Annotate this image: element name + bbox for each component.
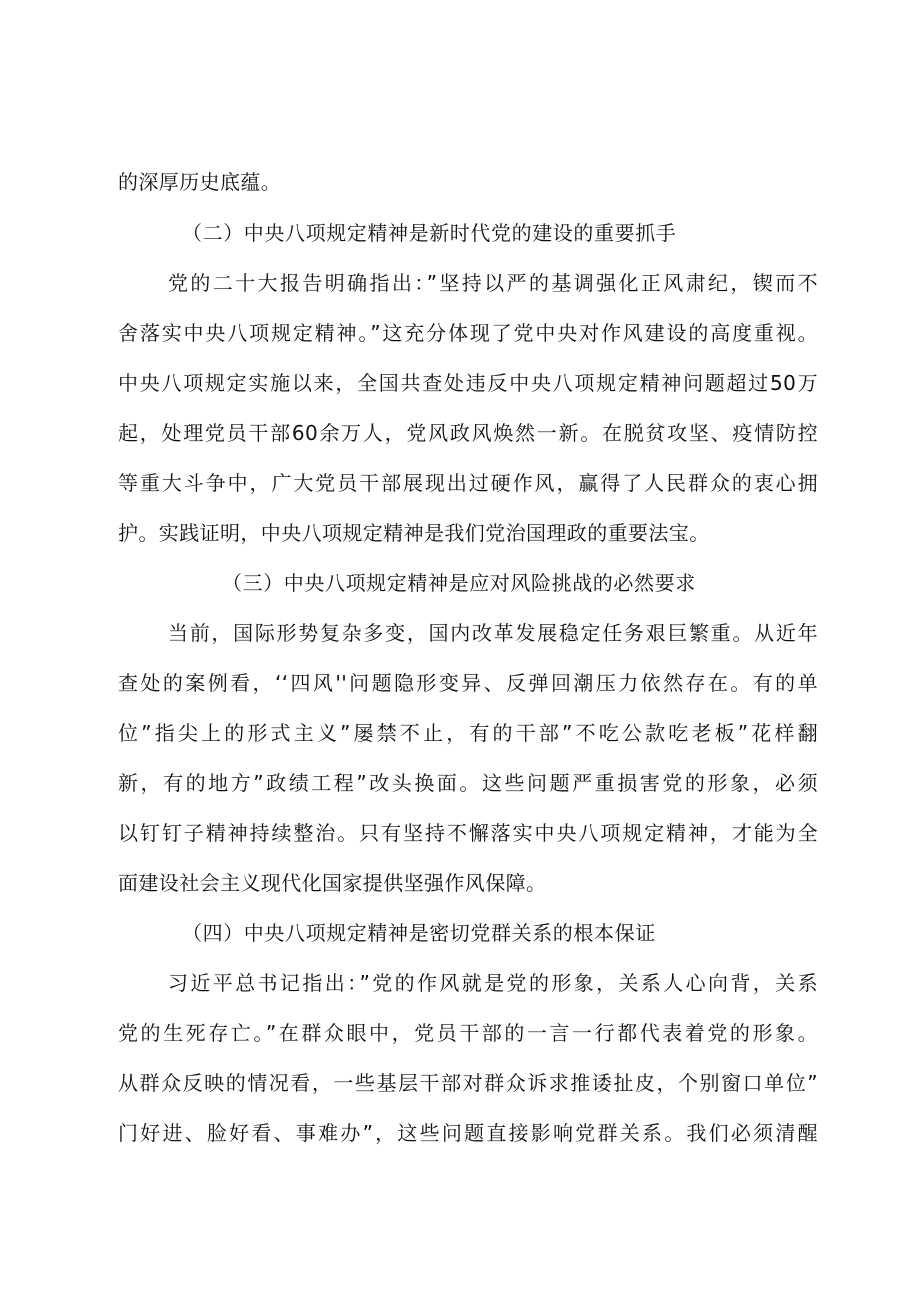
text-line: 查处的案例看，‘‘四风''问题隐形变异、反弹回潮压力依然存在。有的单 [118, 671, 818, 695]
text-line: 从群众反映的情况看，一些基层干部对群众诉求推诿扯皮，个别窗口单位” [118, 1071, 818, 1095]
text-line: 的深厚历史底蕴。 [118, 170, 282, 194]
section-heading-2: （二）中央八项规定精神是新时代党的建设的重要抓手 [182, 221, 677, 245]
text-line: 门好进、脸好看、事难办”，这些问题直接影响党群关系。我们必须清醒 [118, 1121, 818, 1145]
section-heading-3: （三）中央八项规定精神是应对风险挑战的必然要求 [222, 571, 696, 595]
text-line: 起，处理党员干部60余万人，党风政风焕然一新。在脱贫攻坚、疫情防控 [118, 421, 818, 445]
text-line: 习近平总书记指出：”党的作风就是党的形象，关系人心向背，关系 [168, 971, 818, 995]
text-line: 新，有的地方”政绩工程”改头换面。这些问题严重损害党的形象，必须 [118, 771, 818, 795]
text-line: 中央八项规定实施以来，全国共查处违反中央八项规定精神问题超过50万 [118, 371, 818, 395]
text-line: 党的二十大报告明确指出：”坚持以严的基调强化正风肃纪，锲而不 [168, 271, 818, 295]
text-line: 以钉钉子精神持续整治。只有坚持不懈落实中央八项规定精神，才能为全 [118, 821, 818, 845]
text-line: 护。实践证明，中央八项规定精神是我们党治国理政的重要法宝。 [118, 521, 710, 545]
text-line: 面建设社会主义现代化国家提供坚强作风保障。 [118, 871, 547, 895]
section-heading-4: （四）中央八项规定精神是密切党群关系的根本保证 [182, 921, 656, 945]
text-line: 等重大斗争中，广大党员干部展现出过硬作风，赢得了人民群众的衷心拥 [118, 471, 818, 495]
text-line: 舍落实中央八项规定精神。”这充分体现了党中央对作风建设的高度重视。 [118, 321, 818, 345]
text-line: 党的生死存亡。”在群众眼中，党员干部的一言一行都代表着党的形象。 [118, 1021, 818, 1045]
text-line: 当前，国际形势复杂多变，国内改革发展稳定任务艰巨繁重。从近年 [168, 621, 818, 645]
text-line: 位”指尖上的形式主义”屡禁不止，有的干部”不吃公款吃老板”花样翻 [118, 721, 818, 745]
